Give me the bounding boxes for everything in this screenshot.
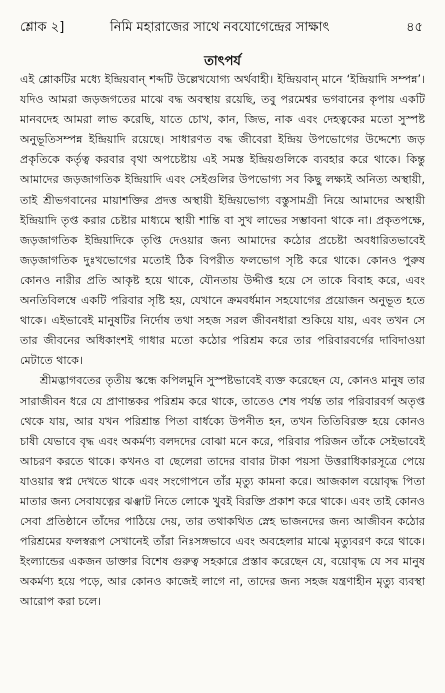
body-text [20, 70, 425, 613]
paragraph: শ্রীমদ্ভাগবতের তৃতীয় স্কন্ধে কপিলমুনি সুস্পষ্টভাবেই ব্যক্ত করেছেন যে, কোনও মানুষ তার সারাজীবন ধরে যে প্রাণান্তকর পরিশ্রম করে থাকে, তাতেও শেষ পর্যন্ত তার পরিবারবর্গ অতৃপ্ত থেকে যায়, আর যখন পরিশ্রান্ত পিতা বার্ধক্যে উপনীত হন, তখন তিতিবিরক্ত হয়ে কোনও চাষী যেভাবে বৃদ্ধ এবং অকর্মণ্য বলদদের বোঝা মনে করে, পরিবার পরিজন তাঁকে সেইভাবেই আচরণ করতে থাকে। কখনও বা ছেলেরা তাদের বাবার টাকা পয়সা উত্তরাধিকারসূত্রে পেয়ে যাওয়ার স্বপ্ন দেখতে থাকে এবং সংগোপনে তাঁর মৃত্যু কামনা করে। আজকাল বয়োবৃদ্ধ পিতা মাতার জন্য সেবাযত্নের ঝঞ্ঝাট নিতে লোকে খুবই বিরক্তি প্রকাশ করে থাকে। এবং তাই কোনও সেবা প্রতিষ্ঠানে তাঁদের পাঠিয়ে দেয়, তার তথাকথিত স্নেহ ভাজনদের জন্য আজীবন কঠোর পরিশ্রমের ফলস্বরূপ সেখানেই তাঁরা নিঃসঙ্গভাবে এবং অবহেলার মাঝে মৃত্যুবরণ করে থাকে। ইংল্যান্ডের একজন ডাক্তার বিশেষ গুরুত্ব সহকারে প্রস্তাব করেছেন যে, বয়োবৃদ্ধ যে সব মানুষ অকর্মণ্য হয়ে পড়ে, আর কোনও কাজেই লাগে না, তাদের জন্য সহজ যন্ত্রণাহীন মৃত্যু ব্যবস্থা আরোপ করা চলে। [20, 374, 425, 609]
running-title: নিমি মহারাজের সাথে নবযোগেন্দ্রের সাক্ষাৎ [110, 20, 330, 35]
section-title: তাৎপর্য [204, 54, 241, 69]
page-number: ৪৫ [406, 20, 423, 35]
verse-reference: শ্লোক ২] [20, 20, 65, 35]
running-header [20, 18, 423, 38]
paragraph: এই শ্লোকটির মধ্যে ইন্দ্রিয়বান্‌ শব্দটি উল্লেখযোগ্য অর্থবাহী। ইন্দ্রিয়বান্‌ মানে ‘ইন্দ্রিয়াদি সম্পন্ন’। যদিও আমরা জড়জগতের মাঝে বদ্ধ অবস্থায় রয়েছি, তবু পরমেশ্বর ভগবানের কৃপায় একটি মানবদেহ আমরা লাভ করেছি, যাতে চোখ, কান, জিভ, নাক এবং দেহত্বকের মতো সুস্পষ্ট অনুভূতিসম্পন্ন ইন্দ্রিয়াদি রয়েছে। সাধারণত বদ্ধ জীবেরা ইন্দ্রিয় উপভোগের উদ্দেশ্যে জড় প্রকৃতিকে কর্তৃত্ব করবার বৃথা অপচেষ্টায় এই সমস্ত ইন্দ্রিয়গুলিকে ব্যবহার করে থাকে। কিন্তু আমাদের জড়জাগতিক ইন্দ্রিয়াদি এবং সেইগুলির উপভোগ্য সব কিছু লক্ষ্যই অনিত্য অস্থায়ী, তাই শ্রীভগবানের মায়াশক্তির প্রদত্ত অস্থায়ী ইন্দ্রিয়ভোগ্য বস্তুসামগ্রী নিয়ে আমাদের অস্থায়ী ইন্দ্রিয়াদি তৃপ্ত করার চেষ্টার মাধ্যমে স্থায়ী শান্তি বা সুখ লাভের সম্ভাবনা থাকে না। প্রকৃতপক্ষে, জড়জাগতিক ইন্দ্রিয়াদিকে তৃপ্তি দেওয়ার জন্য আমাদের কঠোর প্রচেষ্টা অবধারিতভাবেই জড়জাগতিক দুঃখভোগের মতোই ঠিক বিপরীত ফলভোগ সৃষ্টি করে থাকে। কোনও পুরুষ কোনও নারীর প্রতি আকৃষ্ট হয়ে থাকে, যৌনতায় উদ্দীপ্ত হয়ে সে তাকে বিবাহ করে, এবং অনতিবিলম্বে একটি পরিবার সৃষ্টি হয়, যেখানে ক্রমবর্ধমান সহযোগের প্রয়োজন অনুভূত হতে থাকে। এইভাবেই মানুষটির নির্দোষ তথা সহজ সরল জীবনধারা শুকিয়ে যায়, এবং তখন সে তার জীবনের অধিকাংশই গাধার মতো কঠোর পরিশ্রম করে তার পরিবারবর্গের দাবিদাওয়া মেটাতে থাকে। [20, 73, 425, 368]
